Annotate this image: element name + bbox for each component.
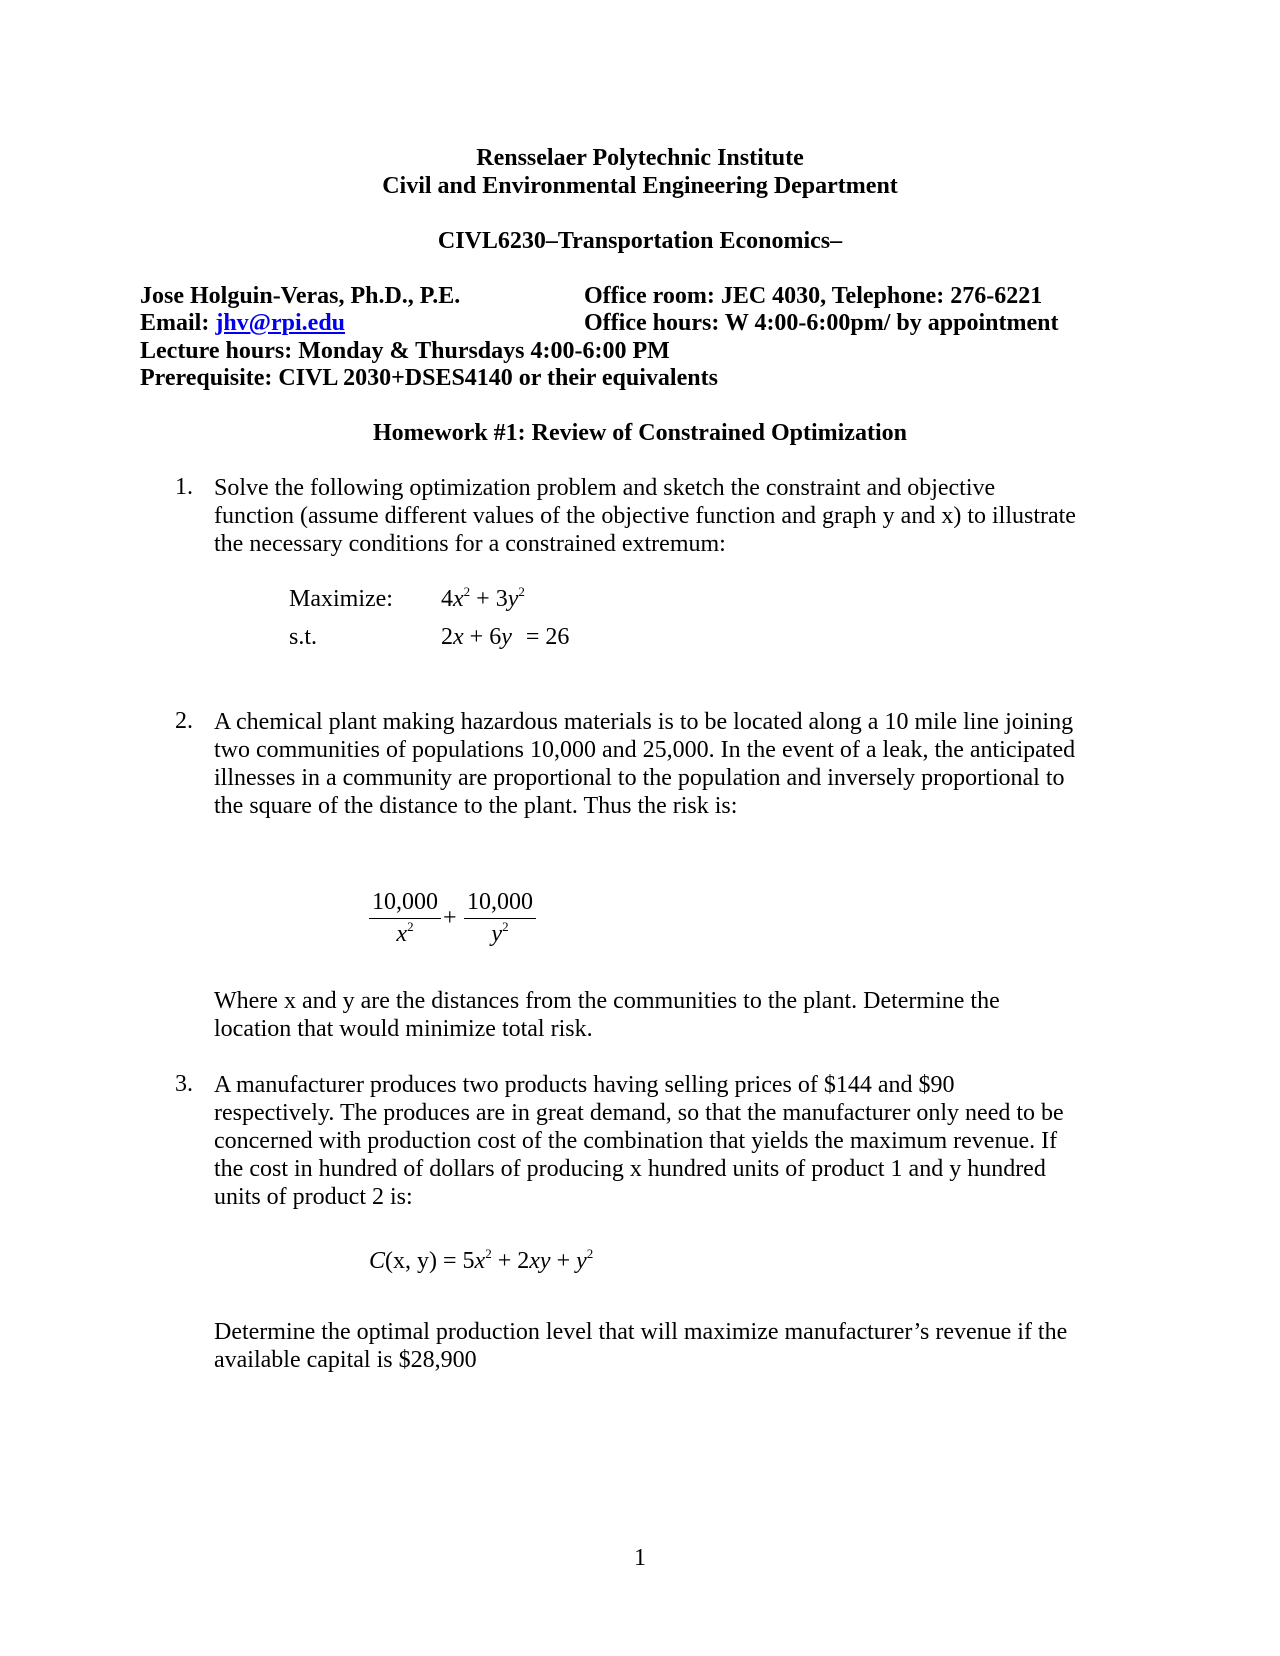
problem-2-line-2: two communities of populations 10,000 and 25,000. In the event of a leak, the anticipated (214, 737, 1076, 763)
objective-function: $4x^2 + 3y^2$ (441, 584, 525, 612)
fraction-1-numerator: 10,000 (372, 889, 438, 915)
risk-fraction-2 (464, 889, 536, 948)
problem-2-number: 2. (175, 708, 193, 734)
problem-3-line-1: A manufacturer produces two products having selling prices of $144 and $90 (214, 1072, 955, 1098)
problem-1-line-1: Solve the following optimization problem and sketch the constraint and objective (214, 475, 996, 501)
problem-2-after-2: location that would minimize total risk. (214, 1016, 593, 1042)
fraction-2-numerator: 10,000 (467, 889, 533, 915)
problem-2-line-4: the square of the distance to the plant. Thus the risk is: (214, 793, 738, 819)
problem-2-after-1: Where x and y are the distances from the communities to the plant. Determine the (214, 988, 1000, 1014)
institution-title: Rensselaer Polytechnic Institute (476, 145, 804, 171)
problem-1-number: 1. (175, 474, 193, 500)
risk-fraction-1 (369, 889, 441, 948)
cost-function: C(x, $y) = 5x^2 + 2xy + y^2$ (369, 1246, 594, 1274)
course-title: CIVL6230–Transportation Economics– (437, 228, 843, 254)
problem-1-line-2: function (assume different values of the objective function and graph y and x) to illustrate (214, 503, 1076, 529)
problem-3-line-4: the cost in hundred of dollars of producing x hundred units of product 1 and y hundred (214, 1156, 1046, 1182)
fraction-2-denominator: $y^2$ (491, 919, 509, 947)
risk-plus: + (443, 905, 457, 931)
st-label: s.t. (289, 624, 318, 650)
email-label: Email: (140, 310, 216, 336)
problem-3-number: 3. (175, 1071, 193, 1097)
page-number: 1 (634, 1545, 646, 1571)
instructor-name: Jose Holguin-Veras, Ph.D., P.E. (140, 283, 461, 309)
problem-3-after-1: Determine the optimal production level that will maximize manufacturer’s revenue if the (214, 1319, 1068, 1345)
problem-3-line-3: concerned with production cost of the combination that yields the maximum revenue. If (214, 1128, 1058, 1154)
problem-2-line-3: illnesses in a community are proportional to the population and inversely proportional to (214, 765, 1065, 791)
lecture-hours: Lecture hours: Monday & Thursdays 4:00-6:00 PM (140, 338, 670, 364)
problem-3-line-2: respectively. The produces are in great demand, so that the manufacturer only need to be (214, 1100, 1064, 1126)
fraction-1-bar (369, 918, 441, 919)
prerequisite: Prerequisite: CIVL 2030+DSES4140 or their equivalents (140, 365, 718, 391)
office-room: Office room: JEC 4030, Telephone: 276-6221 (584, 283, 1043, 309)
problem-1-line-3: the necessary conditions for a constrained extremum: (214, 531, 726, 557)
problem-3-line-5: units of product 2 is: (214, 1184, 413, 1210)
problem-3-after-2: available capital is $28,900 (214, 1347, 477, 1373)
fraction-2-bar (464, 918, 536, 919)
email-line (140, 309, 345, 337)
problem-2-line-1: A chemical plant making hazardous materials is to be located along a 10 mile line joining (214, 709, 1074, 735)
homework-title: Homework #1: Review of Constrained Optimization (373, 420, 907, 446)
constraint-function: 2x + 6y = 26 (441, 624, 570, 650)
fraction-1-denominator: $x^2$ (396, 919, 414, 947)
maximize-label: Maximize: (289, 586, 393, 612)
department-title: Civil and Environmental Engineering Department (382, 173, 898, 199)
office-hours: Office hours: W 4:00-6:00pm/ by appointment (584, 310, 1059, 336)
email-link[interactable]: jhv@rpi.edu (215, 310, 346, 336)
